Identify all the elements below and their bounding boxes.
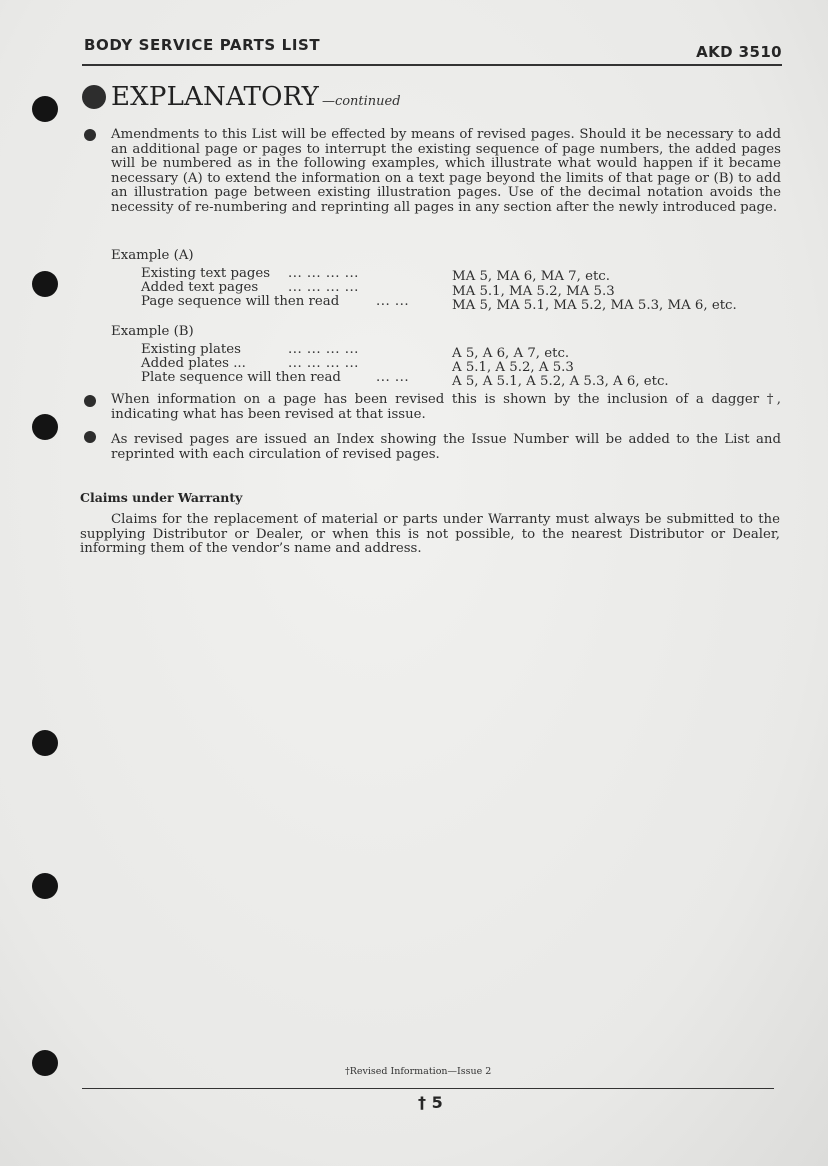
section-heading xyxy=(82,82,401,112)
example-b-row-leader: ... ... xyxy=(376,370,410,385)
example-b-row-value: A 5.1, A 5.2, A 5.3 xyxy=(452,360,574,375)
example-a-row-value: MA 5, MA 5.1, MA 5.2, MA 5.3, MA 6, etc. xyxy=(452,298,737,313)
bullet-icon xyxy=(84,395,96,407)
example-a-row-label: Existing text pages xyxy=(141,266,271,281)
footnote: †Revised Information—Issue 2 xyxy=(345,1066,492,1077)
amendments-paragraph: Amendments to this List will be effected by means of revised pages. Should it be necessary to add an additional page or pages to interrupt the existing sequence of page numbers, the added pages will be numbered as in the following examples, which illustrate what would happen if it became necessary (A) to extend the information on a text page beyond the limits of that page or (B) to add an illustration page between existing illustration pages. Use of the decimal notation avoids the necessity of re-numbering and reprinting all pages in any section after the newly introduced page. xyxy=(111,127,781,215)
example-a-row-leader: ... ... ... ... xyxy=(288,280,359,295)
example-b-label: Example (B) xyxy=(111,324,194,339)
section-continued: —continued xyxy=(321,94,401,109)
header-rule xyxy=(82,64,782,66)
claims-paragraph: Claims for the replacement of material or parts under Warranty must always be submitted to the supplying Distributor or Dealer, or when this is not possible, to the nearest Distributor or Dealer, informing them of the vendor’s name and address. xyxy=(80,512,780,556)
punch-hole xyxy=(32,414,58,440)
example-b-row-label: Plate sequence will then read xyxy=(141,370,341,385)
header-title: BODY SERVICE PARTS LIST xyxy=(84,36,321,54)
punch-hole xyxy=(32,730,58,756)
punch-hole xyxy=(32,96,58,122)
example-a-label: Example (A) xyxy=(111,248,194,263)
claims-heading: Claims under Warranty xyxy=(80,490,243,505)
footer-rule xyxy=(82,1088,774,1089)
punch-hole xyxy=(32,1050,58,1076)
example-b-row-value: A 5, A 6, A 7, etc. xyxy=(452,346,570,361)
punch-hole xyxy=(32,271,58,297)
example-b-row-leader: ... ... ... ... xyxy=(288,342,359,357)
heading-bullet-icon xyxy=(82,85,106,109)
page-number: † 5 xyxy=(418,1093,443,1112)
example-a-row-leader: ... ... xyxy=(376,294,410,309)
example-a-row-value: MA 5.1, MA 5.2, MA 5.3 xyxy=(452,284,615,299)
example-a-row-label: Added text pages xyxy=(141,280,259,295)
example-b-row-leader: ... ... ... ... xyxy=(288,356,359,371)
index-paragraph: As revised pages are issued an Index showing the Issue Number will be added to the List and reprinted with each circulation of revised pages. xyxy=(111,432,781,462)
punch-hole xyxy=(32,873,58,899)
example-a-row-label: Page sequence will then read xyxy=(141,294,340,309)
example-b-row-label: Existing plates xyxy=(141,342,241,357)
example-a-row-leader: ... ... ... ... xyxy=(288,266,359,281)
example-a-row-value: MA 5, MA 6, MA 7, etc. xyxy=(452,269,610,284)
bullet-icon xyxy=(84,431,96,443)
document-code: AKD 3510 xyxy=(696,43,782,61)
example-b-row-label: Added plates ... xyxy=(141,356,246,371)
bullet-icon xyxy=(84,129,96,141)
revised-paragraph: When information on a page has been revised this is shown by the inclusion of a dagger †, indicating what has been revised at that issue. xyxy=(111,392,781,422)
section-title: EXPLANATORY xyxy=(111,82,319,112)
example-b-row-value: A 5, A 5.1, A 5.2, A 5.3, A 6, etc. xyxy=(452,374,669,389)
